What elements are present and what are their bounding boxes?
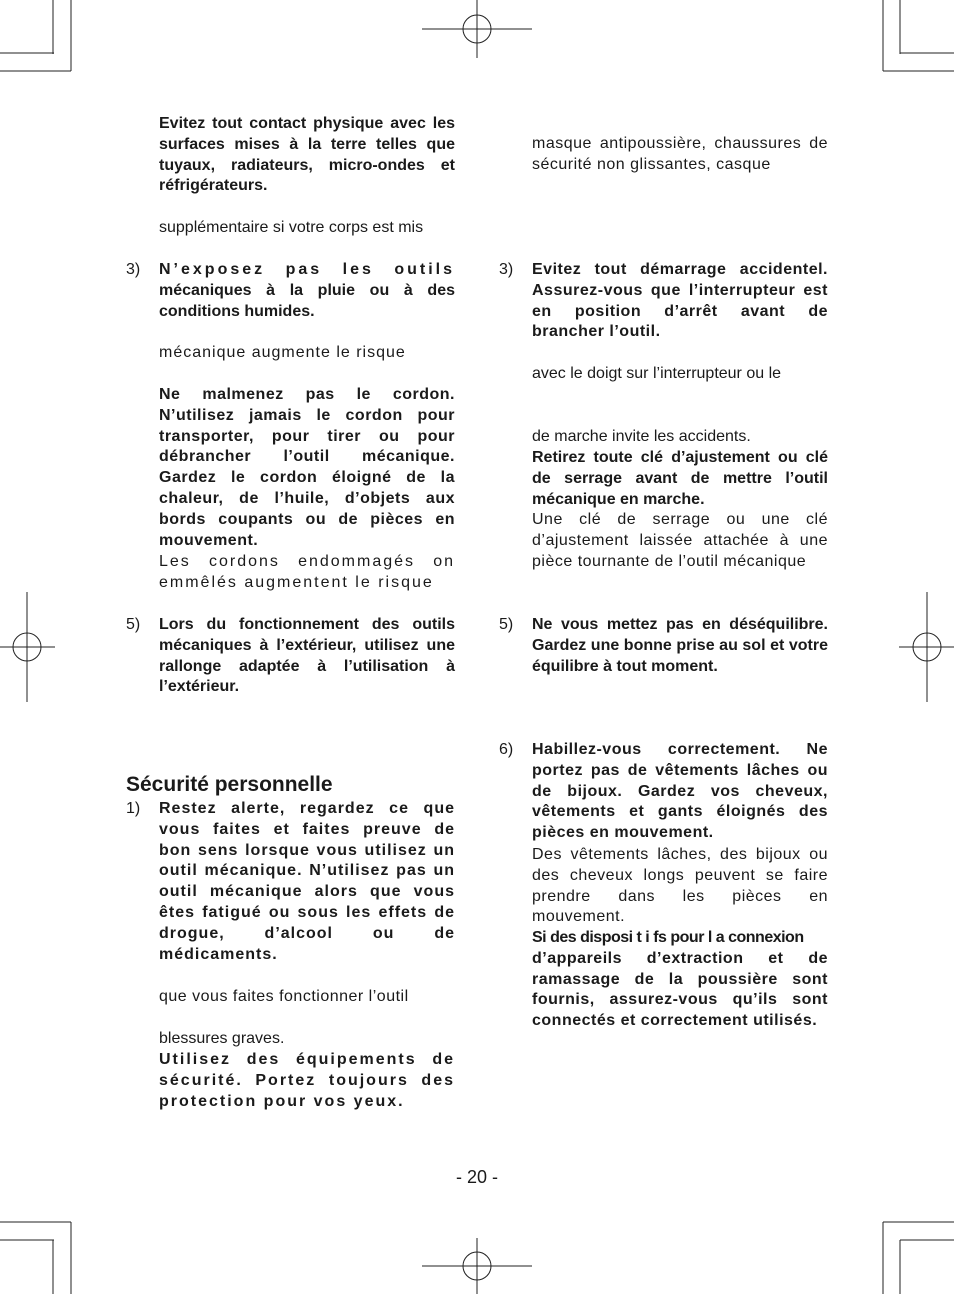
blessures-text: blessures graves. <box>159 1030 285 1047</box>
item-number-5-right: 5) <box>499 616 514 633</box>
dispositifs-rest: d’appareils d’extraction et de ramassage de la poussière sont fournis, assurez-vous qu’ils sont connectés et correctement utilisés. <box>532 949 828 1030</box>
item-5-right: Ne vous mettez pas en déséquilibre. Gardez une bonne prise au sol et votre équilibre à tout moment. <box>532 616 828 675</box>
contact-warning: Evitez tout contact physique avec les surfaces mises à la terre telles que tuyaux, radiateurs, micro-ondes et réfrigérateurs. <box>159 115 455 195</box>
item-number-1-left: 1) <box>126 800 141 817</box>
item-1-left: Restez alerte, regardez ce que vous faites et faites preuve de bon sens lorsque vous utilisez un outil mécanique. N’utilisez pas un outil mécanique alors que vous êtes fatigué ou sous les effets de drogue, d’alcool ou de médicaments. <box>159 800 455 963</box>
retirez-warning: Retirez toute clé d’ajustement ou clé de serrage avant de mettre l’outil mécanique en marche. <box>532 449 828 508</box>
cle-text: Une clé de serrage ou une clé d’ajustement laissée attachée à une pièce tournante de l’outil mécanique <box>532 511 828 570</box>
doigt-text: avec le doigt sur l’interrupteur ou le <box>532 365 782 382</box>
supplementaire-text: supplémentaire si votre corps est mis <box>159 219 424 236</box>
page-number: - 20 - <box>455 1167 498 1187</box>
cordon-warning: Ne malmenez pas le cordon. N’utilisez jamais le cordon pour transporter, pour tirer ou pour débrancher l’outil mécanique. Gardez le cordon éloigné de la chaleur, de l’huile, d’objets aux bords coupants ou de pièces en mouvement. <box>159 386 455 549</box>
item-number-3-left: 3) <box>126 261 141 278</box>
masque-text: masque antipoussière, chaussures de sécurité non glissantes, casque <box>532 135 828 173</box>
equipements-warning: Utilisez des équipements de sécurité. Portez toujours des protection pour vos yeux. <box>159 1051 455 1110</box>
item-number-3-right: 3) <box>499 261 514 278</box>
item-6-right: Habillez-vous correctement. Ne portez pas de vêtements lâches ou de bijoux. Gardez vos cheveux, vêtements et gants éloignés des pièces en mouvement. <box>532 741 828 842</box>
item-3-left <box>159 260 455 322</box>
item-5-left: Lors du fonctionnement des outils mécaniques à l’extérieur, utilisez une rallonge adaptée à l’utilisation à l’extérieur. <box>159 616 455 696</box>
item-3-left-rest: mécaniques à la pluie ou à des conditions humides. <box>159 281 455 320</box>
que-text: que vous faites fonctionner l’outil <box>159 988 409 1005</box>
item-number-6-right: 6) <box>499 741 514 758</box>
marche-text: de marche invite les accidents. <box>532 428 751 445</box>
item-3-left-line1: N’exposez pas les outils <box>159 261 455 278</box>
dispositifs-warning <box>532 928 828 1032</box>
mecanique-text: mécanique augmente le risque <box>159 344 406 361</box>
cordons-text: Les cordons endommagés on emmêlés augmentent le risque <box>159 553 455 591</box>
dispositifs-line1: Si des disposi t i fs pour l a connexion <box>532 929 804 946</box>
item-number-5-left: 5) <box>126 616 141 633</box>
item-3-right: Evitez tout démarrage accidentel. Assurez-vous que l’interrupteur est en position d’arrêt avant de brancher l’outil. <box>532 261 828 341</box>
vetements-text: Des vêtements lâches, des bijoux ou des cheveux longs peuvent se faire prendre dans les pièces en mouvement. <box>532 846 828 926</box>
section-heading: Sécurité personnelle <box>126 773 333 796</box>
